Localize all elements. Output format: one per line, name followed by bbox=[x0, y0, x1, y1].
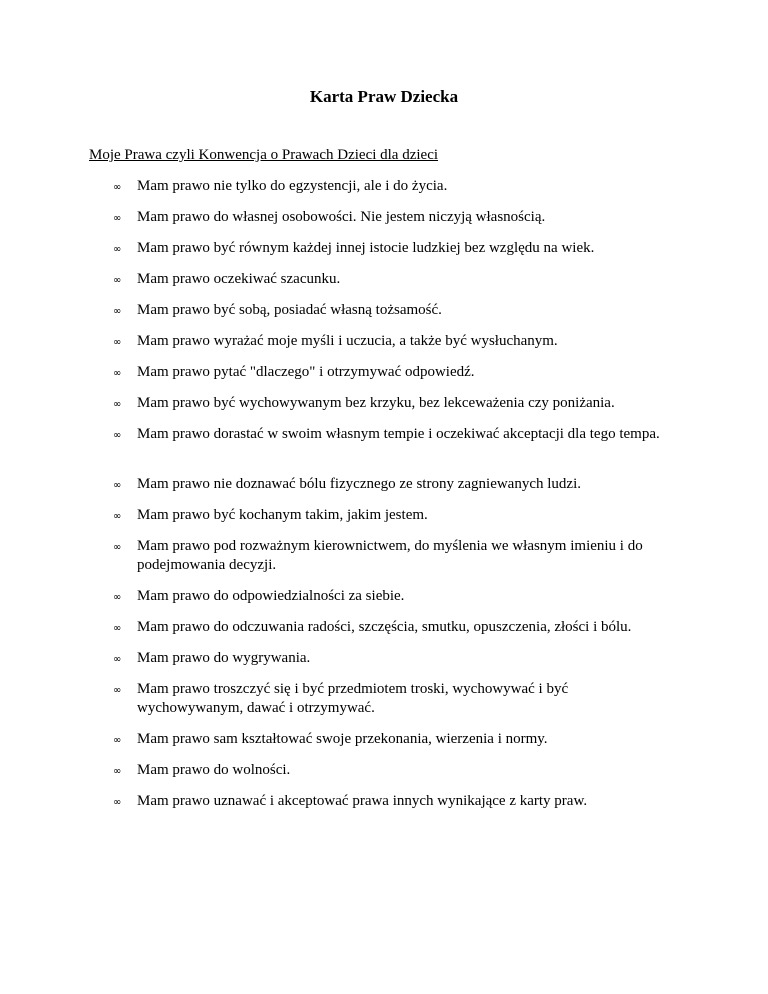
infinity-bullet-icon: ∞ bbox=[113, 511, 122, 522]
infinity-bullet-icon: ∞ bbox=[113, 213, 122, 224]
right-text: Mam prawo być wychowywanym bez krzyku, bez lekceważenia czy poniżania. bbox=[137, 395, 615, 411]
infinity-bullet-icon: ∞ bbox=[113, 337, 122, 348]
right-text: Mam prawo być kochanym takim, jakim jestem. bbox=[137, 507, 428, 523]
infinity-bullet-icon: ∞ bbox=[113, 368, 122, 379]
right-text: Mam prawo do wolności. bbox=[137, 762, 291, 778]
infinity-bullet-icon: ∞ bbox=[113, 480, 122, 491]
right-text: Mam prawo uznawać i akceptować prawa innych wynikające z karty praw. bbox=[137, 793, 588, 809]
right-text: Mam prawo do odczuwania radości, szczęścia, smutku, opuszczenia, złości i bólu. bbox=[137, 619, 632, 635]
right-text: Mam prawo do odpowiedzialności za siebie. bbox=[137, 588, 405, 604]
right-text: Mam prawo pod rozważnym kierownictwem, do myślenia we własnym imieniu i do podejmowania decyzji. bbox=[137, 538, 643, 573]
right-text: Mam prawo do wygrywania. bbox=[137, 650, 311, 666]
right-text: Mam prawo być sobą, posiadać własną tożsamość. bbox=[137, 302, 442, 318]
right-text: Mam prawo oczekiwać szacunku. bbox=[137, 271, 341, 287]
infinity-bullet-icon: ∞ bbox=[113, 685, 122, 696]
infinity-bullet-icon: ∞ bbox=[113, 542, 122, 553]
infinity-bullet-icon: ∞ bbox=[113, 766, 122, 777]
infinity-bullet-icon: ∞ bbox=[113, 623, 122, 634]
infinity-bullet-icon: ∞ bbox=[113, 275, 122, 286]
infinity-bullet-icon: ∞ bbox=[113, 735, 122, 746]
infinity-bullet-icon: ∞ bbox=[113, 306, 122, 317]
infinity-bullet-icon: ∞ bbox=[113, 399, 122, 410]
section-heading: Moje Prawa czyli Konwencja o Prawach Dzieci dla dzieci bbox=[89, 147, 439, 163]
page-title: Karta Praw Dziecka bbox=[309, 87, 459, 106]
right-text: Mam prawo nie tylko do egzystencji, ale i do życia. bbox=[137, 178, 448, 194]
infinity-bullet-icon: ∞ bbox=[113, 182, 122, 193]
right-text: Mam prawo pytać "dlaczego" i otrzymywać odpowiedź. bbox=[137, 364, 475, 380]
right-text: Mam prawo do własnej osobowości. Nie jestem niczyją własnością. bbox=[137, 209, 546, 225]
infinity-bullet-icon: ∞ bbox=[113, 592, 122, 603]
right-text: Mam prawo dorastać w swoim własnym tempie i oczekiwać akceptacji dla tego tempa. bbox=[137, 426, 660, 442]
right-text: Mam prawo nie doznawać bólu fizycznego ze strony zagniewanych ludzi. bbox=[137, 476, 581, 492]
infinity-bullet-icon: ∞ bbox=[113, 244, 122, 255]
right-text: Mam prawo być równym każdej innej istocie ludzkiej bez względu na wiek. bbox=[137, 240, 595, 256]
infinity-bullet-icon: ∞ bbox=[113, 797, 122, 808]
infinity-bullet-icon: ∞ bbox=[113, 430, 122, 441]
infinity-bullet-icon: ∞ bbox=[113, 654, 122, 665]
right-text: Mam prawo wyrażać moje myśli i uczucia, a także być wysłuchanym. bbox=[137, 333, 558, 349]
right-text: Mam prawo troszczyć się i być przedmiotem troski, wychowywać i być wychowywanym, dawać i otrzymywać. bbox=[137, 681, 569, 716]
right-text: Mam prawo sam kształtować swoje przekonania, wierzenia i normy. bbox=[137, 731, 548, 747]
